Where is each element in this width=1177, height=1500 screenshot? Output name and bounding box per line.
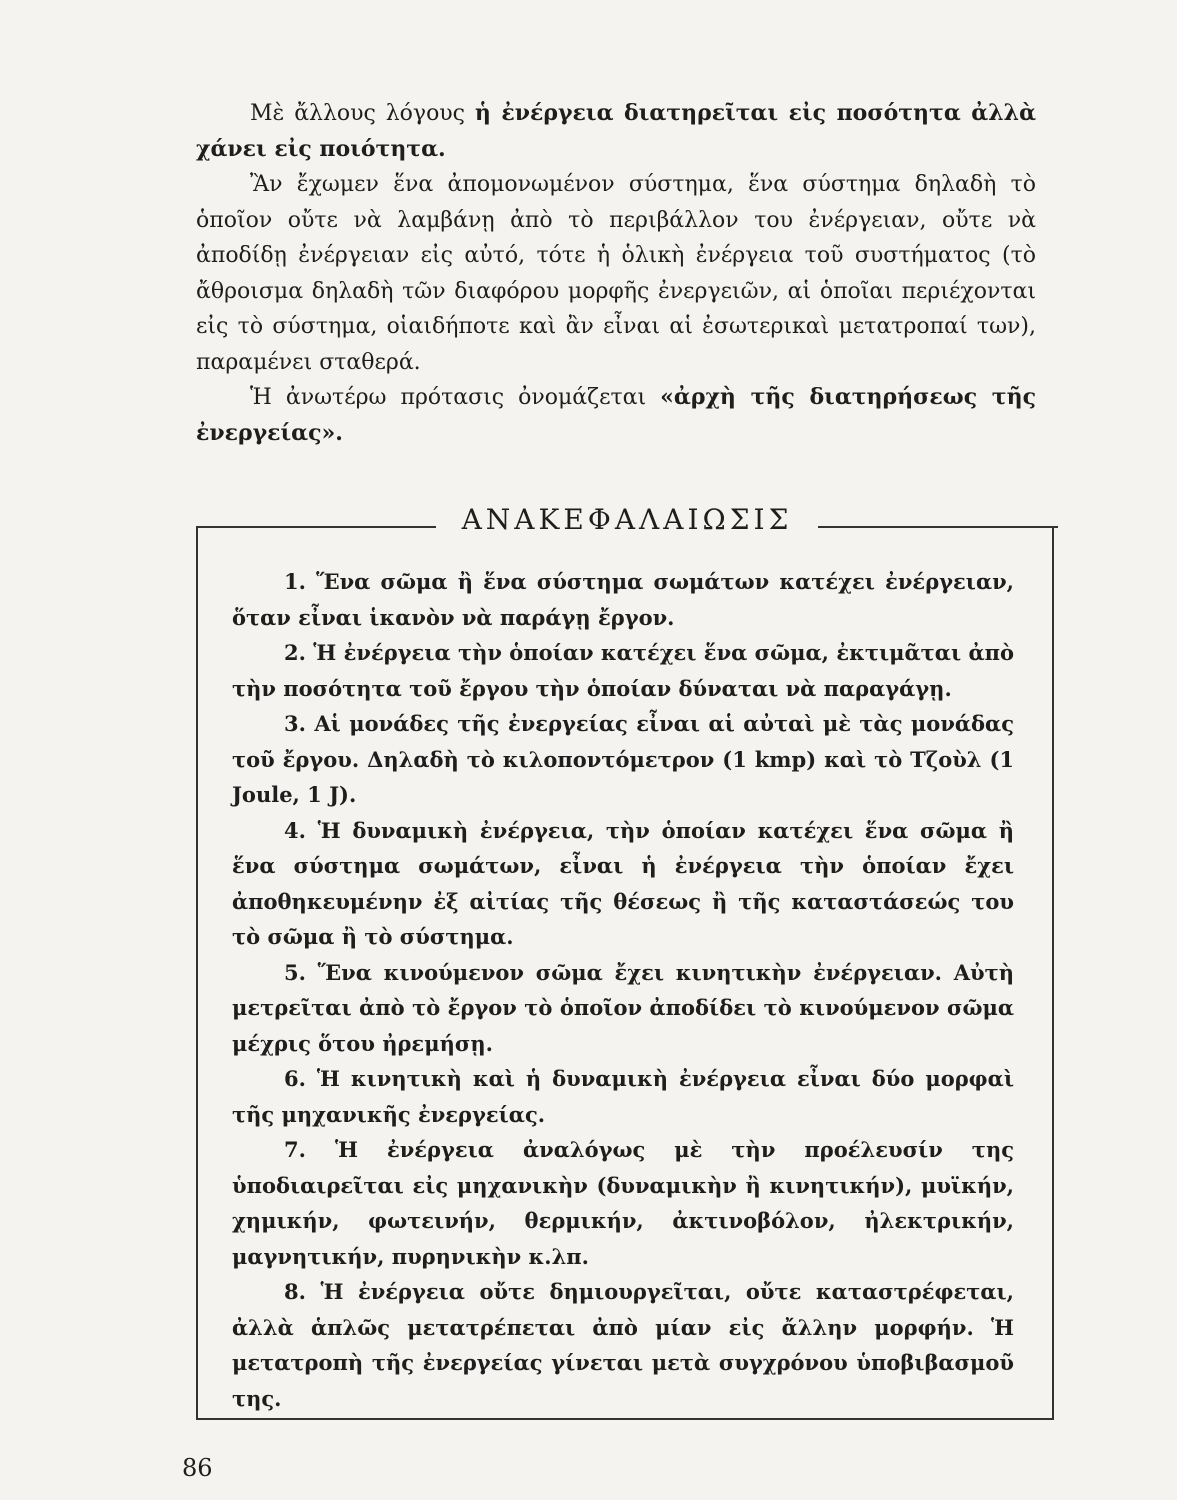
summary-box: [196, 526, 1054, 1420]
summary-item-1: 1. Ἕνα σῶμα ἢ ἕνα σύστημα σωμάτων κατέχει ἐνέργειαν, ὅταν εἶναι ἱκανὸν νὰ παράγῃ ἔργον.: [232, 569, 1014, 630]
summary-item-8: 8. Ἡ ἐνέργεια οὔτε δημιουργεῖται, οὔτε καταστρέφεται, ἀλλὰ ἁπλῶς μετατρέπεται ἀπὸ μίαν εἰς ἄλλην μορφήν. Ἡ μετατροπὴ τῆς ἐνεργείας γίνεται μετὰ συγχρόνου ὑποβιβασμοῦ της.: [232, 1279, 1014, 1411]
summary-item-5: 5. Ἕνα κινούμενον σῶμα ἔχει κινητικὴν ἐνέργειαν. Αὐτὴ μετρεῖται ἀπὸ τὸ ἔργον τὸ ὁποῖον ἀποδίδει τὸ κινούμενον σῶμα μέχρις ὅτου ἠρεμήσῃ.: [232, 959, 1014, 1056]
summary-item-2: 2. Ἡ ἐνέργεια τὴν ὁποίαν κατέχει ἕνα σῶμα, ἐκτιμᾶται ἀπὸ τὴν ποσότητα τοῦ ἔργου τὴν ὁποίαν δύναται νὰ παραγάγῃ.: [232, 640, 1014, 701]
summary-item-4: 4. Ἡ δυναμικὴ ἐνέργεια, τὴν ὁποίαν κατέχει ἕνα σῶμα ἢ ἕνα σύστημα σωμάτων, εἶναι ἡ ἐνέργεια τὴν ὁποίαν ἔχει ἀποθηκευμένην ἐξ αἰτίας τῆς θέσεως ἢ τῆς καταστάσεώς του τὸ σῶμα ἢ τὸ σύστημα.: [232, 817, 1014, 949]
summary-list: [232, 564, 1014, 1416]
intro-paragraph-3-plain: Ἡ ἀνωτέρω πρότασις ὀνομάζεται: [250, 385, 661, 410]
intro-paragraph-3-emphasis: «ἀρχὴ τῆς διατηρήσεως τῆς ἐνεργείας».: [196, 384, 1036, 446]
summary-item-3: 3. Αἱ μονάδες τῆς ἐνεργείας εἶναι αἱ αὐταὶ μὲ τὰς μονάδας τοῦ ἔργου. Δηλαδὴ τὸ κιλοποντόμετρον (1 kmp) καὶ τὸ Τζοὺλ (1 Joule, 1 J).: [232, 711, 1014, 807]
summary-item-7: 7. Ἡ ἐνέργεια ἀναλόγως μὲ τὴν προέλευσίν της ὑποδιαιρεῖται εἰς μηχανικὴν (δυναμικὴν ἢ κινητικήν), μυϊκήν, χημικήν, φωτεινήν, θερμικήν, ἀκτινοβόλον, ἠλεκτρικήν, μαγνητικήν, πυρηνικὴν κ.λπ.: [232, 1137, 1014, 1269]
intro-paragraph-3: [196, 380, 1036, 451]
intro-paragraph-1: [196, 96, 1036, 167]
page-number: 86: [182, 1454, 213, 1482]
intro-paragraph-1-emphasis: ἡ ἐνέργεια διατηρεῖται εἰς ποσότητα ἀλλὰ χάνει εἰς ποιότητα.: [196, 100, 1037, 162]
intro-section: [196, 96, 1036, 451]
intro-paragraph-2: Ἂν ἔχωμεν ἕνα ἀπομονωμένον σύστημα, ἕνα σύστημα δηλαδὴ τὸ ὁποῖον οὔτε νὰ λαμβάνῃ ἀπὸ τὸ περιβάλλον του ἐνέργειαν, οὔτε νὰ ἀποδίδῃ ἐνέργειαν εἰς αὐτό, τότε ἡ ὁλικὴ ἐνέργεια τοῦ συστήματος (τὸ ἄθροισμα δηλαδὴ τῶν διαφόρου μορφῆς ἐνεργειῶν, αἱ ὁποῖαι περιέχονται εἰς τὸ σύστημα, οἱαιδήποτε καὶ ἂν εἶναι αἱ ἐσωτερικαὶ μετατροπαί των), παραμένει σταθερά.: [196, 172, 1036, 375]
intro-paragraph-1-plain: Μὲ ἄλλους λόγους: [250, 101, 475, 126]
summary-title: ΑΝΑΚΕΦΑΛΑΙΩΣΙΣ: [461, 503, 793, 536]
summary-item-6: 6. Ἡ κινητικὴ καὶ ἡ δυναμικὴ ἐνέργεια εἶναι δύο μορφαὶ τῆς μηχανικῆς ἐνεργείας.: [232, 1066, 1014, 1127]
